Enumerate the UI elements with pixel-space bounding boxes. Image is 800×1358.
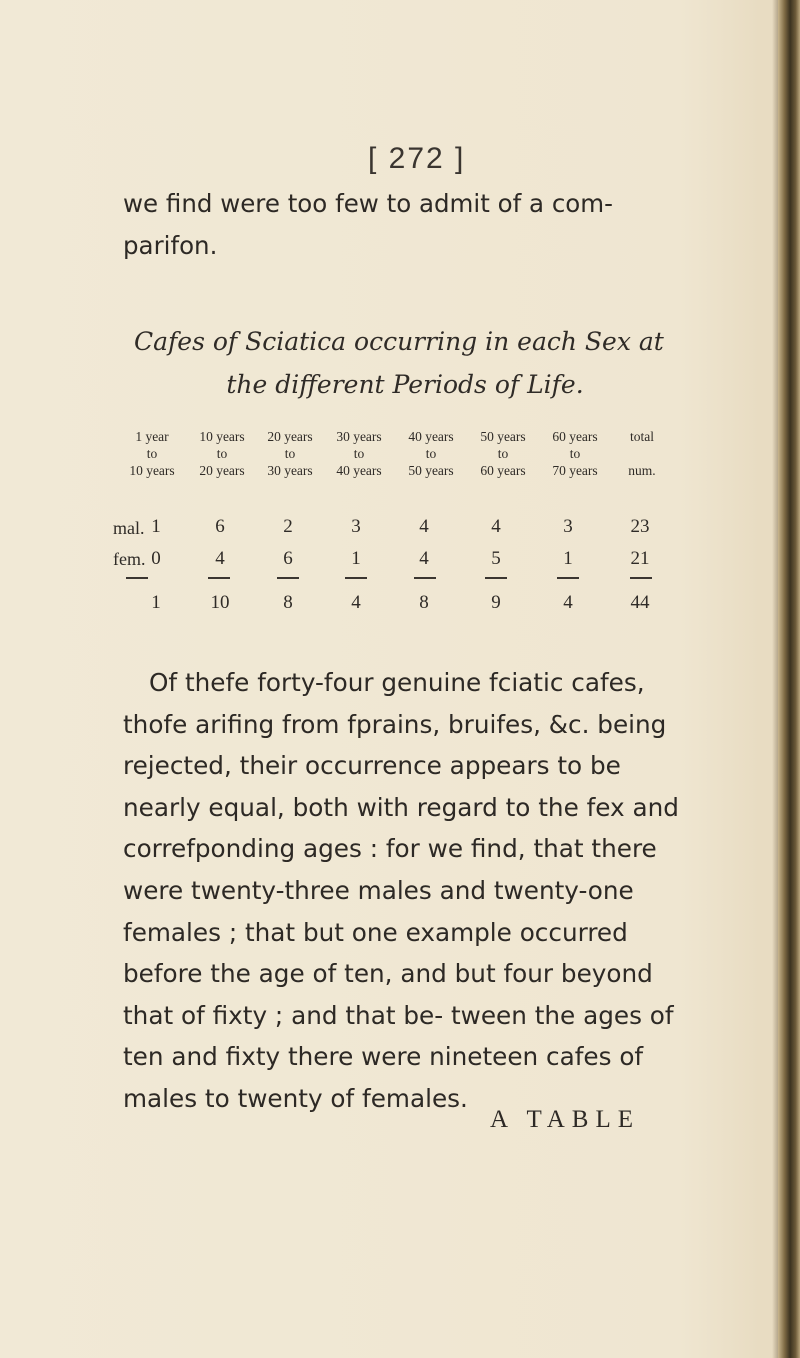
sum-rule: [345, 577, 367, 579]
sum-rule: [414, 577, 436, 579]
row-label-females: fem.: [113, 549, 146, 569]
table-cell: 6: [215, 516, 225, 537]
row-label-males: mal.: [113, 518, 145, 538]
column-header: 1 year to 10 years: [129, 429, 175, 478]
column-header: total num.: [628, 429, 656, 478]
table-cell: 1: [563, 548, 573, 569]
table-cell-total: 9: [491, 592, 501, 613]
heading-line-2: the different Periods of Life.: [226, 370, 584, 399]
table-cell-total: 1: [151, 592, 161, 613]
column-header: 20 years to 30 years: [267, 429, 313, 478]
column-header: 40 years to 50 years: [408, 429, 454, 478]
sum-rule: [557, 577, 579, 579]
page-number: [ 272 ]: [368, 142, 466, 175]
sum-rule: [485, 577, 507, 579]
sum-rule: [208, 577, 230, 579]
table-cell-total: 8: [419, 592, 429, 613]
sum-rule: [277, 577, 299, 579]
table-cell: 4: [419, 548, 429, 569]
table-cell: 0: [151, 548, 161, 569]
column-header: 60 years to 70 years: [552, 429, 598, 478]
table-cell: 1: [351, 548, 361, 569]
table-cell: 1: [151, 516, 161, 537]
catchword: A TABLE: [490, 1106, 641, 1133]
heading-line-1: Cafes of Sciatica occurring in each Sex at: [134, 327, 664, 356]
column-header: 50 years to 60 years: [480, 429, 526, 478]
top-paragraph: we find were too few to admit of a com- parifon.: [123, 189, 613, 260]
table-cell: 4: [419, 516, 429, 537]
table-cell: 3: [563, 516, 573, 537]
table-cell: 5: [491, 548, 501, 569]
table-cell: 2: [283, 516, 293, 537]
table-cell: 4: [215, 548, 225, 569]
main-paragraph: Of thefe forty-four genuine fciatic cafes, thofe arifing from fprains, bruifes, &c. being rejected, their occurrence appears to be nearly equal, both with regard to the fex and correfponding ages : for we find, that there were twenty-three males and twenty-one females ; that but one example occurred before the age of ten, and but four beyond that of fixty ; and that be- tween the ages of ten and fixty there were nineteen cafes of males to twenty of females.: [123, 668, 679, 1113]
table-cell-total: 4: [563, 592, 573, 613]
table-cell-total: 8: [283, 592, 293, 613]
column-header: 30 years to 40 years: [336, 429, 382, 478]
book-spine: [778, 0, 800, 1358]
table-cell-total: 10: [210, 592, 230, 613]
table-heading: [120, 320, 690, 406]
sum-rule: [126, 577, 148, 579]
table-cell: 21: [630, 548, 650, 569]
table-cell: 6: [283, 548, 293, 569]
column-header: 10 years to 20 years: [199, 429, 245, 478]
table-cell-total: 4: [351, 592, 361, 613]
table-cell: 3: [351, 516, 361, 537]
sum-rule: [630, 577, 652, 579]
table-cell: 23: [630, 516, 650, 537]
table-cell-total: 44: [630, 592, 650, 613]
table-cell: 4: [491, 516, 501, 537]
